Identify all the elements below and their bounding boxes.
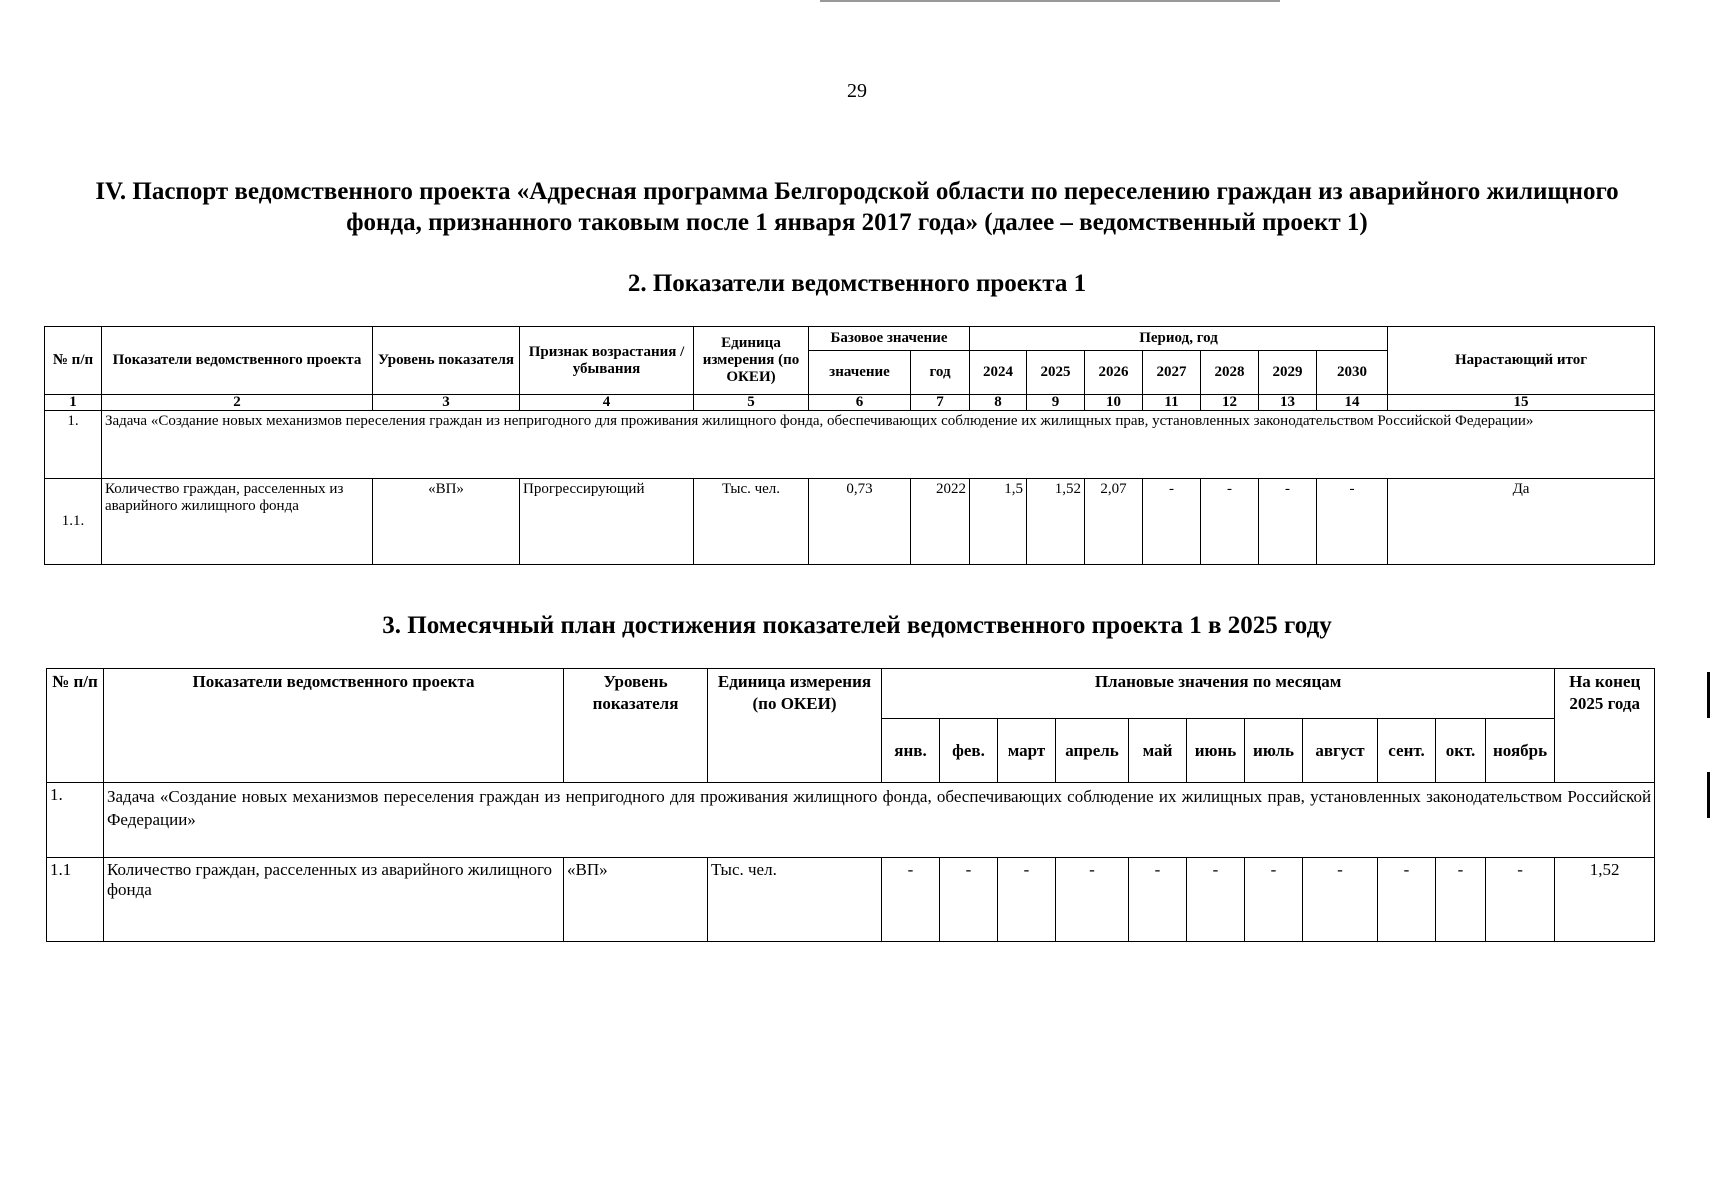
column-number: 6	[809, 395, 911, 411]
header-year: 2028	[1201, 351, 1259, 395]
right-edge-mark	[1707, 772, 1710, 818]
task-row	[47, 783, 1655, 858]
column-number: 1	[45, 395, 102, 411]
row-end-value: 1,52	[1555, 858, 1655, 942]
header-period: Период, год	[970, 327, 1388, 351]
row-year-value: -	[1201, 479, 1259, 565]
header-month: окт.	[1436, 719, 1486, 783]
right-edge-mark	[1707, 672, 1710, 718]
page-title: IV. Паспорт ведомственного проекта «Адресная программа Белгородской области по переселению граждан из аварийного жилищного фонда, признанного таковым после 1 января 2017 года» (далее – ведомственный проект 1)	[95, 178, 1619, 236]
row-year-value: -	[1259, 479, 1317, 565]
header-base-year: год	[911, 351, 970, 395]
header-level: Уровень показателя	[373, 327, 520, 395]
section2-title: 2. Показатели ведомственного проекта 1	[627, 270, 1087, 297]
column-number: 4	[520, 395, 694, 411]
row-month-value: -	[1303, 858, 1378, 942]
row-month-value: -	[1245, 858, 1303, 942]
row-month-value: -	[940, 858, 998, 942]
header-year: 2026	[1085, 351, 1143, 395]
row-indicator: Количество граждан, расселенных из аварийного жилищного фонда	[104, 858, 564, 942]
header-num: № п/п	[47, 669, 104, 783]
row-sign: Прогрессирующий	[520, 479, 694, 565]
indicators-table	[44, 326, 1655, 565]
header-month: август	[1303, 719, 1378, 783]
table-row	[47, 858, 1655, 942]
row-level: «ВП»	[373, 479, 520, 565]
row-base-value: 0,73	[809, 479, 911, 565]
header-monthly: Плановые значения по месяцам	[882, 669, 1555, 719]
header-level: Уровень показателя	[564, 669, 708, 783]
task-text: Задача «Создание новых механизмов переселения граждан из непригодного для проживания жилищного фонда, обеспечивающих соблюдение их жилищных прав, установленных законодательством Российской Федерации»	[104, 783, 1655, 858]
row-month-value: -	[1129, 858, 1187, 942]
header-cumulative: Нарастающий итог	[1388, 327, 1655, 395]
header-year: 2029	[1259, 351, 1317, 395]
row-month-value: -	[1436, 858, 1486, 942]
row-year-value: 1,52	[1027, 479, 1085, 565]
column-number: 3	[373, 395, 520, 411]
row-num: 1.1.	[45, 479, 102, 565]
header-year: 2030	[1317, 351, 1388, 395]
column-number: 9	[1027, 395, 1085, 411]
header-month: март	[998, 719, 1056, 783]
column-number: 15	[1388, 395, 1655, 411]
header-month: янв.	[882, 719, 940, 783]
page-number: 29	[847, 80, 867, 102]
row-month-value: -	[998, 858, 1056, 942]
row-month-value: -	[1378, 858, 1436, 942]
header-base: Базовое значение	[809, 327, 970, 351]
row-unit: Тыс. чел.	[708, 858, 882, 942]
header-unit: Единица измерения (по ОКЕИ)	[694, 327, 809, 395]
task-num: 1.	[47, 783, 104, 858]
column-number: 13	[1259, 395, 1317, 411]
column-number: 8	[970, 395, 1027, 411]
header-month: ноябрь	[1486, 719, 1555, 783]
header-base-value: значение	[809, 351, 911, 395]
row-month-value: -	[1187, 858, 1245, 942]
header-month: июль	[1245, 719, 1303, 783]
header-indicator: Показатели ведомственного проекта	[102, 327, 373, 395]
row-unit: Тыс. чел.	[694, 479, 809, 565]
header-month: июнь	[1187, 719, 1245, 783]
header-sign: Признак возрастания / убывания	[520, 327, 694, 395]
header-unit: Единица измерения (по ОКЕИ)	[708, 669, 882, 783]
header-year: 2025	[1027, 351, 1085, 395]
task-row	[45, 411, 1655, 479]
row-year-value: 1,5	[970, 479, 1027, 565]
row-month-value: -	[1056, 858, 1129, 942]
row-year-value: 2,07	[1085, 479, 1143, 565]
section3-title: 3. Помесячный план достижения показателей ведомственного проекта 1 в 2025 году	[382, 612, 1332, 639]
row-cumulative: Да	[1388, 479, 1655, 565]
column-number-row	[45, 395, 1655, 411]
header-month: апрель	[1056, 719, 1129, 783]
row-indicator: Количество граждан, расселенных из аварийного жилищного фонда	[102, 479, 373, 565]
header-year: 2027	[1143, 351, 1201, 395]
column-number: 10	[1085, 395, 1143, 411]
row-level: «ВП»	[564, 858, 708, 942]
column-number: 14	[1317, 395, 1388, 411]
row-base-year: 2022	[911, 479, 970, 565]
column-number: 5	[694, 395, 809, 411]
task-num: 1.	[45, 411, 102, 479]
column-number: 11	[1143, 395, 1201, 411]
header-month: май	[1129, 719, 1187, 783]
row-num: 1.1	[47, 858, 104, 942]
header-month: сент.	[1378, 719, 1436, 783]
table-row	[45, 479, 1655, 565]
header-month: фев.	[940, 719, 998, 783]
column-number: 2	[102, 395, 373, 411]
top-scan-rule	[820, 0, 1280, 2]
header-year: 2024	[970, 351, 1027, 395]
column-number: 12	[1201, 395, 1259, 411]
row-month-value: -	[1486, 858, 1555, 942]
monthly-plan-table	[46, 668, 1655, 942]
row-year-value: -	[1143, 479, 1201, 565]
header-num: № п/п	[45, 327, 102, 395]
row-year-value: -	[1317, 479, 1388, 565]
task-text: Задача «Создание новых механизмов переселения граждан из непригодного для проживания жилищного фонда, обеспечивающих соблюдение их жилищных прав, установленных законодательством Российской Федерации»	[102, 411, 1655, 479]
column-number: 7	[911, 395, 970, 411]
row-month-value: -	[882, 858, 940, 942]
header-end: На конец 2025 года	[1555, 669, 1655, 783]
header-indicator: Показатели ведомственного проекта	[104, 669, 564, 783]
